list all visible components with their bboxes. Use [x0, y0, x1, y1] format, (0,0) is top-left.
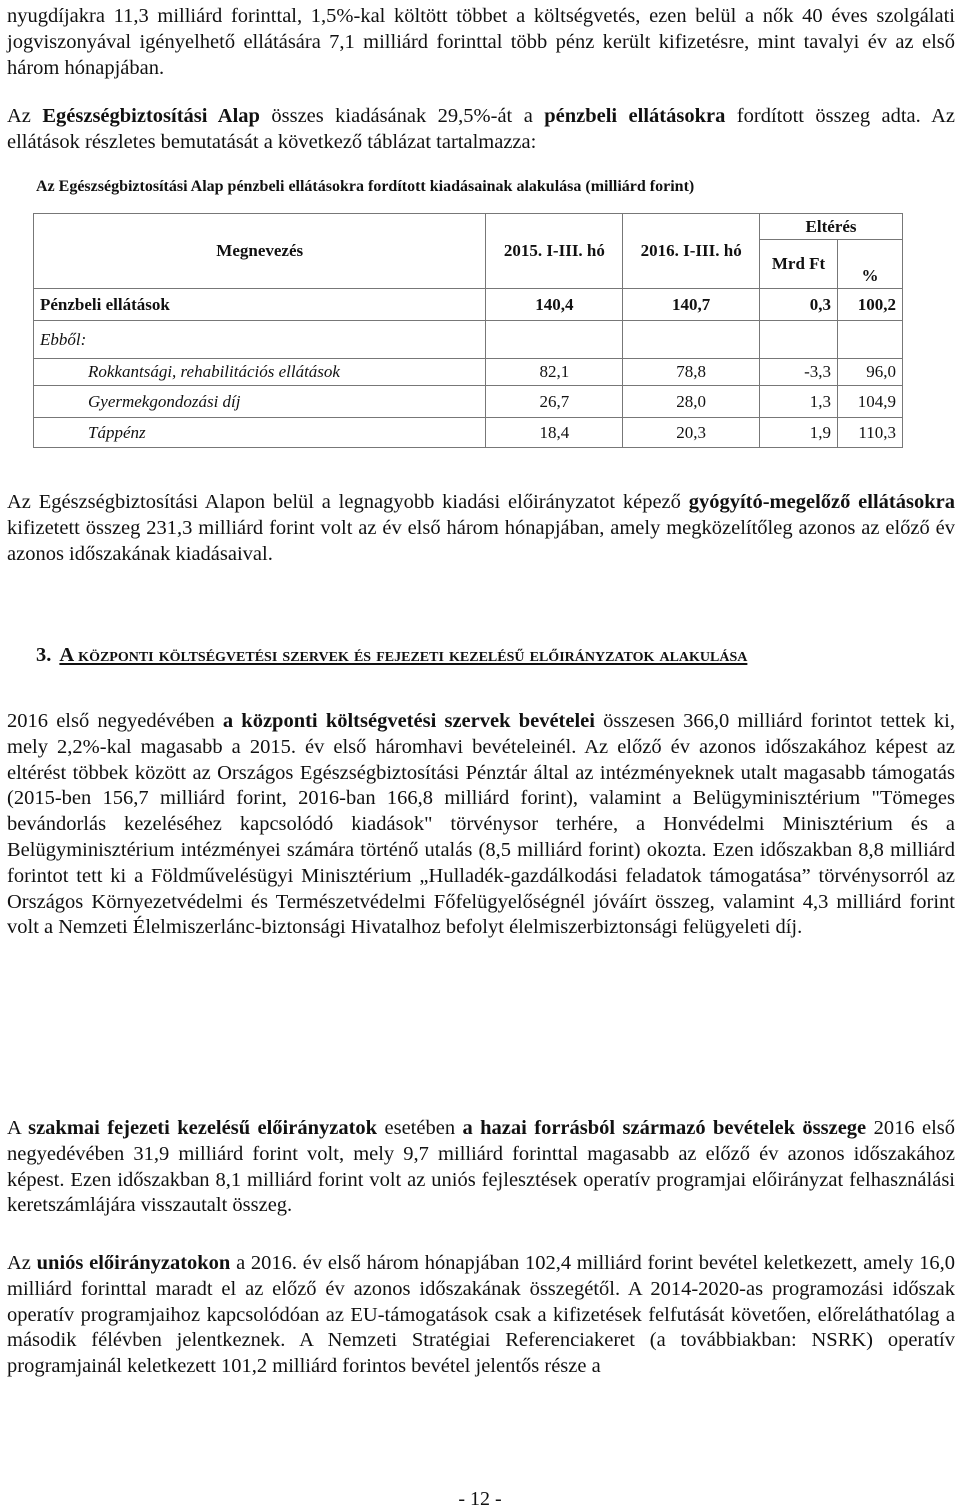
header-2015: 2015. I-III. hó: [486, 214, 623, 289]
cell-pct: 96,0: [838, 359, 903, 386]
cell-2016: 28,0: [623, 386, 760, 418]
header-pct-spacer: [838, 240, 903, 265]
emphasis-gyogyito: gyógyító-megelőző ellátásokra: [688, 491, 955, 513]
table-caption: Az Egészségbiztosítási Alap pénzbeli ellátásokra fordított kiadásainak alakulása (milliárd forint): [36, 178, 695, 195]
table-row: [34, 359, 903, 386]
chapter-managed-paragraph: A szakmai fejezeti kezelésű előirányzatok esetében a hazai forrásból származó bevételek összege 2016 első negyedévében 31,9 milliárd forint volt, mely 9,7 milliárd forinttal magasabb az előző év azonos időszakához képest. Ezen időszakban 8,1 milliárd forint volt az uniós fejlesztések operatív programjai előirányzat felhasználási keretszámlájára visszautalt összeg.: [7, 1117, 955, 1217]
table-header-row: [34, 214, 903, 240]
emphasis-szakmai: szakmai fejezeti kezelésű előirányzatok: [28, 1117, 378, 1139]
cell-2016: 140,7: [623, 289, 760, 321]
section-number: 3.: [36, 644, 52, 666]
header-diff-mrd: Mrd Ft: [760, 240, 838, 289]
cell-pct: 100,2: [838, 289, 903, 321]
cell-pct: 104,9: [838, 386, 903, 418]
emphasis-unios: uniós előirányzatokon: [36, 1252, 231, 1274]
cell-2015: 18,4: [486, 418, 623, 448]
row-label: Rokkantsági, rehabilitációs ellátások: [34, 359, 486, 386]
alap-paragraph: Az Egészségbiztosítási Alap összes kiadásának 29,5%-át a pénzbeli ellátásokra fordított összeg adta. Az ellátások részletes bemutatását a következő táblázat tartalmazza:: [7, 105, 955, 153]
intro-paragraph: nyugdíjakra 11,3 milliárd forinttal, 1,5%-kal költött többet a költségvetés, ezen belül a nők 40 éves szolgálati jogviszonyával igényelhető ellátására 7,1 milliárd forinttal több pénz került kifizetésre, mint tavalyi év az első három hónapjában.: [7, 5, 955, 79]
header-diff-pct: %: [838, 265, 903, 289]
cell-2016: 78,8: [623, 359, 760, 386]
header-2016: 2016. I-III. hó: [623, 214, 760, 289]
cell-mrd: 1,9: [760, 418, 838, 448]
emphasis-alap: Egészségbiztosítási Alap: [42, 105, 260, 127]
central-bodies-paragraph: 2016 első negyedévében a központi költségvetési szervek bevételei összesen 366,0 milliárd forintot tettek ki, mely 2,2%-kal magasabb a 2015. év első háromhavi bevételeinél. Az előző év azonos időszakához képest az eltérést többek között az Országos Egészségbiztosítási Pénztár által az intézményeknek utalt magasabb támogatás (2015-ben 156,7 milliárd forint, 2016-ban 166,8 milliárd forint), valamint a Belügyminisztérium "Tömeges bevándorlás kezeléséhez kapcsolódó kiadások" törvénysor terhére, a Honvédelmi Minisztérium és a Belügyminisztérium intézményei számára történő utalás (8,5 milliárd forint) okozta. Ezen időszakban 8,8 milliárd forintot tett ki a Földművelésügyi Minisztérium „Hulladék-gazdálkodási feladatok támogatása” törvénysorról az Országos Környezetvédelmi és Természetvédelmi Főfelügyelőségnél jóváírt összeg, valamint 4,3 milliárd forint volt a Nemzeti Élelmiszerlánc-biztonsági Hivatalhoz befolyt élelmiszerbiztonsági felügyeleti díj.: [7, 710, 955, 939]
cell-mrd: -3,3: [760, 359, 838, 386]
cell-2015: 82,1: [486, 359, 623, 386]
cell-mrd: 0,3: [760, 289, 838, 321]
emphasis-penzbeli: pénzbeli ellátásokra: [544, 105, 726, 127]
emphasis-kozponti: a központi költségvetési szervek bevételei: [222, 710, 595, 732]
row-label: Ebből:: [34, 321, 486, 359]
header-name: Megnevezés: [34, 214, 486, 289]
table-row: [34, 418, 903, 448]
cell-2016: 20,3: [623, 418, 760, 448]
table-row: [34, 386, 903, 418]
header-diff: Eltérés: [760, 214, 903, 240]
cell-2015: 140,4: [486, 289, 623, 321]
row-label: Gyermekgondozási díj: [34, 386, 486, 418]
cell-pct: 110,3: [838, 418, 903, 448]
eu-paragraph: Az uniós előirányzatokon a 2016. év első három hónapjában 102,4 milliárd forint bevétel keletkezett, amely 16,0 milliárd forinttal maradt el az előző év azonos időszakának összegétől. A 2014-2020-as programozási időszak operatív programjaihoz kapcsolódóan az EU-támogatások csak a kifizetések felfutását követően, előreláthatólag a második félévben jelentkeznek. A Nemzeti Stratégiai Referenciakeret (a továbbiakban: NSRK) operatív programjainál keletkezett 101,2 milliárd forintos bevétel jelentős része a: [7, 1252, 955, 1378]
row-label: Táppénz: [34, 418, 486, 448]
cell-mrd: 1,3: [760, 386, 838, 418]
curative-paragraph: Az Egészségbiztosítási Alapon belül a legnagyobb kiadási előirányzatot képező gyógyító-megelőző ellátásokra kifizetett összeg 231,3 milliárd forint volt az év első három hónapjában, amely megközelítőleg azonos az előző év azonos időszakának kiadásaival.: [7, 491, 955, 565]
section-heading: [36, 640, 936, 670]
row-label: Pénzbeli ellátások: [34, 289, 486, 321]
table-row-of-which: [34, 321, 903, 359]
section-title: A központi költségvetési szervek és fejezeti kezelésű előirányzatok alakulása: [59, 644, 748, 666]
table-row-total: [34, 289, 903, 321]
emphasis-hazai: a hazai forrásból származó bevételek összege: [462, 1117, 867, 1139]
page-number: - 12 -: [458, 1488, 502, 1510]
benefits-table: [33, 213, 903, 448]
cell-2015: 26,7: [486, 386, 623, 418]
